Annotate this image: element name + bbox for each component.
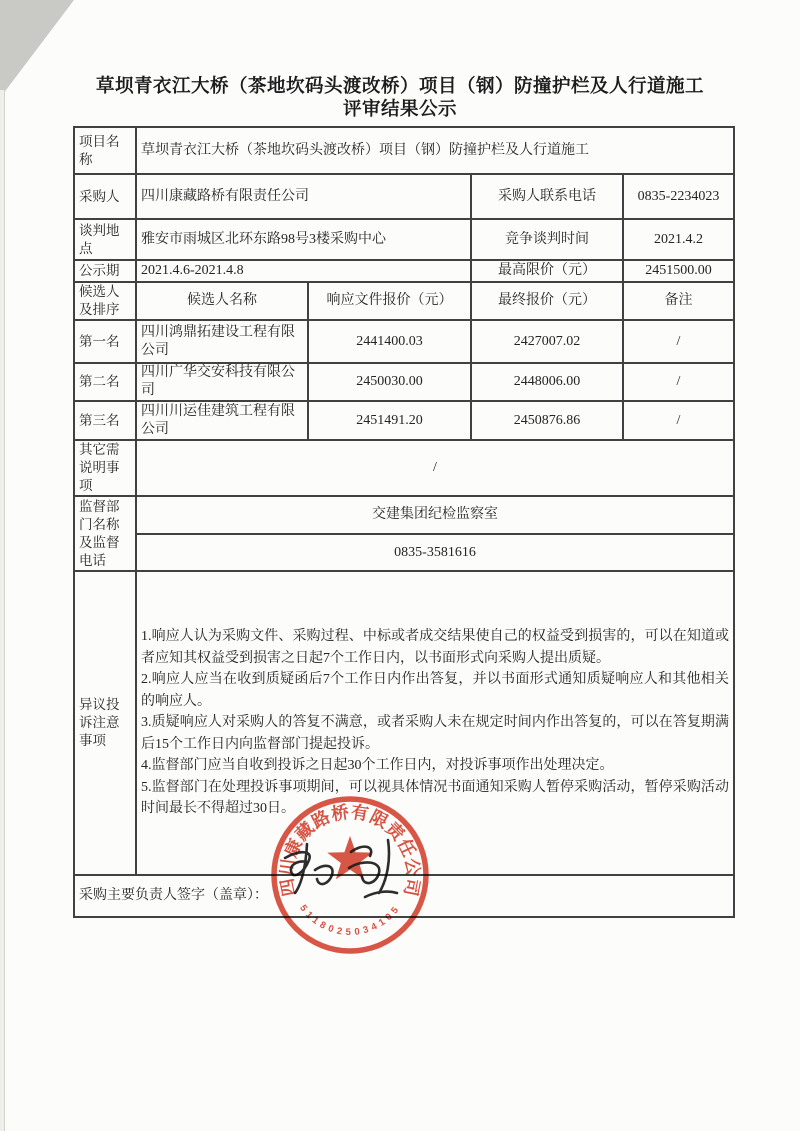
col-header-doc-price: 响应文件报价（元） [308,282,471,320]
objection-content [136,571,734,875]
project-name-value: 草坝青衣江大桥（茶地坎码头渡改桥）项目（钢）防撞护栏及人行道施工 [136,127,734,174]
table-row-supervision-phone [74,534,734,571]
candidate-3-remark: / [623,401,734,440]
objection-item-3: 3.质疑响应人对采购人的答复不满意，或者采购人未在规定时间内作出答复的，可以在答复期满后15个工作日内向监督部门提起投诉。 [141,715,729,752]
purchaser-phone-label: 采购人联系电话 [471,174,623,219]
table-row-candidate-3 [74,401,734,440]
supervision-dept-value: 交建集团纪检监察室 [136,496,734,534]
price-limit-label: 最高限价（元） [471,260,623,282]
other-notes-label: 其它需说明事项 [74,440,136,496]
table-row-candidates-header [74,282,734,320]
candidate-1-final-price: 2427007.02 [471,320,623,363]
objection-label: 异议投诉注意事项 [74,571,136,875]
objection-item-1: 1.响应人认为采购文件、采购过程、中标或者成交结果使自己的权益受到损害的，可以在知道或者应知其权益受到损害之日起7个工作日内，以书面形式向采购人提出质疑。 [141,629,729,666]
table-row-venue [74,219,734,260]
seal-number-text: 5118025034105 [297,903,402,939]
table-row-purchaser [74,174,734,219]
col-header-remark: 备注 [623,282,734,320]
negotiation-time-label: 竞争谈判时间 [471,219,623,260]
venue-value: 雅安市雨城区北环东路98号3楼采购中心 [136,219,471,260]
supervision-label: 监督部门名称及监督电话 [74,496,136,571]
table-row-signature [74,875,734,917]
table-row-other-notes [74,440,734,496]
signature-row-label: 采购主要负责人签字（盖章）： [74,875,734,917]
candidate-2-doc-price: 2450030.00 [308,363,471,401]
table-row-publicity [74,260,734,282]
venue-label: 谈判地点 [74,219,136,260]
candidate-3-doc-price: 2451491.20 [308,401,471,440]
candidate-1-remark: / [623,320,734,363]
other-notes-value: / [136,440,734,496]
candidate-3-rank: 第三名 [74,401,136,440]
candidate-2-final-price: 2448006.00 [471,363,623,401]
col-header-final-price: 最终报价（元） [471,282,623,320]
scan-paper-edge [0,90,5,1131]
objection-item-4: 4.监督部门应当自收到投诉之日起30个工作日内，对投诉事项作出处理决定。 [141,758,614,774]
candidate-3-name: 四川川运佳建筑工程有限公司 [136,401,308,440]
candidate-3-final-price: 2450876.86 [471,401,623,440]
publicity-value: 2021.4.6-2021.4.8 [136,260,471,282]
candidate-2-rank: 第二名 [74,363,136,401]
candidates-header-label: 候选人及排序 [74,282,136,320]
supervision-phone-value: 0835-3581616 [136,534,734,571]
table-row-candidate-1 [74,320,734,363]
publicity-label: 公示期 [74,260,136,282]
table-row-objection [74,571,734,875]
candidate-1-name: 四川鸿鼎拓建设工程有限公司 [136,320,308,363]
table-row-candidate-2 [74,363,734,401]
objection-item-5: 5.监督部门在处理投诉事项期间，可以视具体情况书面通知采购人暂停采购活动，暂停采购活动时间最长不得超过30日。 [141,779,729,817]
table-row-project [74,127,734,174]
purchaser-value: 四川康藏路桥有限责任公司 [136,174,471,219]
candidate-1-rank: 第一名 [74,320,136,363]
candidate-2-remark: / [623,363,734,401]
objection-item-2: 2.响应人应当在收到质疑函后7个工作日内作出答复，并以书面形式通知质疑响应人和其他相关的响应人。 [141,672,729,709]
page-title-line2: 评审结果公示 [342,98,457,119]
table-row-supervision-dept [74,496,734,534]
purchaser-label: 采购人 [74,174,136,219]
col-header-candidate-name: 候选人名称 [136,282,308,320]
project-name-label: 项目名称 [74,127,136,174]
price-limit-value: 2451500.00 [623,260,734,282]
page-title [0,74,800,120]
candidate-2-name: 四川广华交安科技有限公司 [136,363,308,401]
notice-table [73,126,735,918]
negotiation-time-value: 2021.4.2 [623,219,734,260]
page-title-line1: 草坝青衣江大桥（茶地坎码头渡改桥）项目（钢）防撞护栏及人行道施工 [95,75,704,96]
purchaser-phone-value: 0835-2234023 [623,174,734,219]
seal-company-text: 四川康藏路桥有限责任公司 [276,801,424,898]
candidate-1-doc-price: 2441400.03 [308,320,471,363]
